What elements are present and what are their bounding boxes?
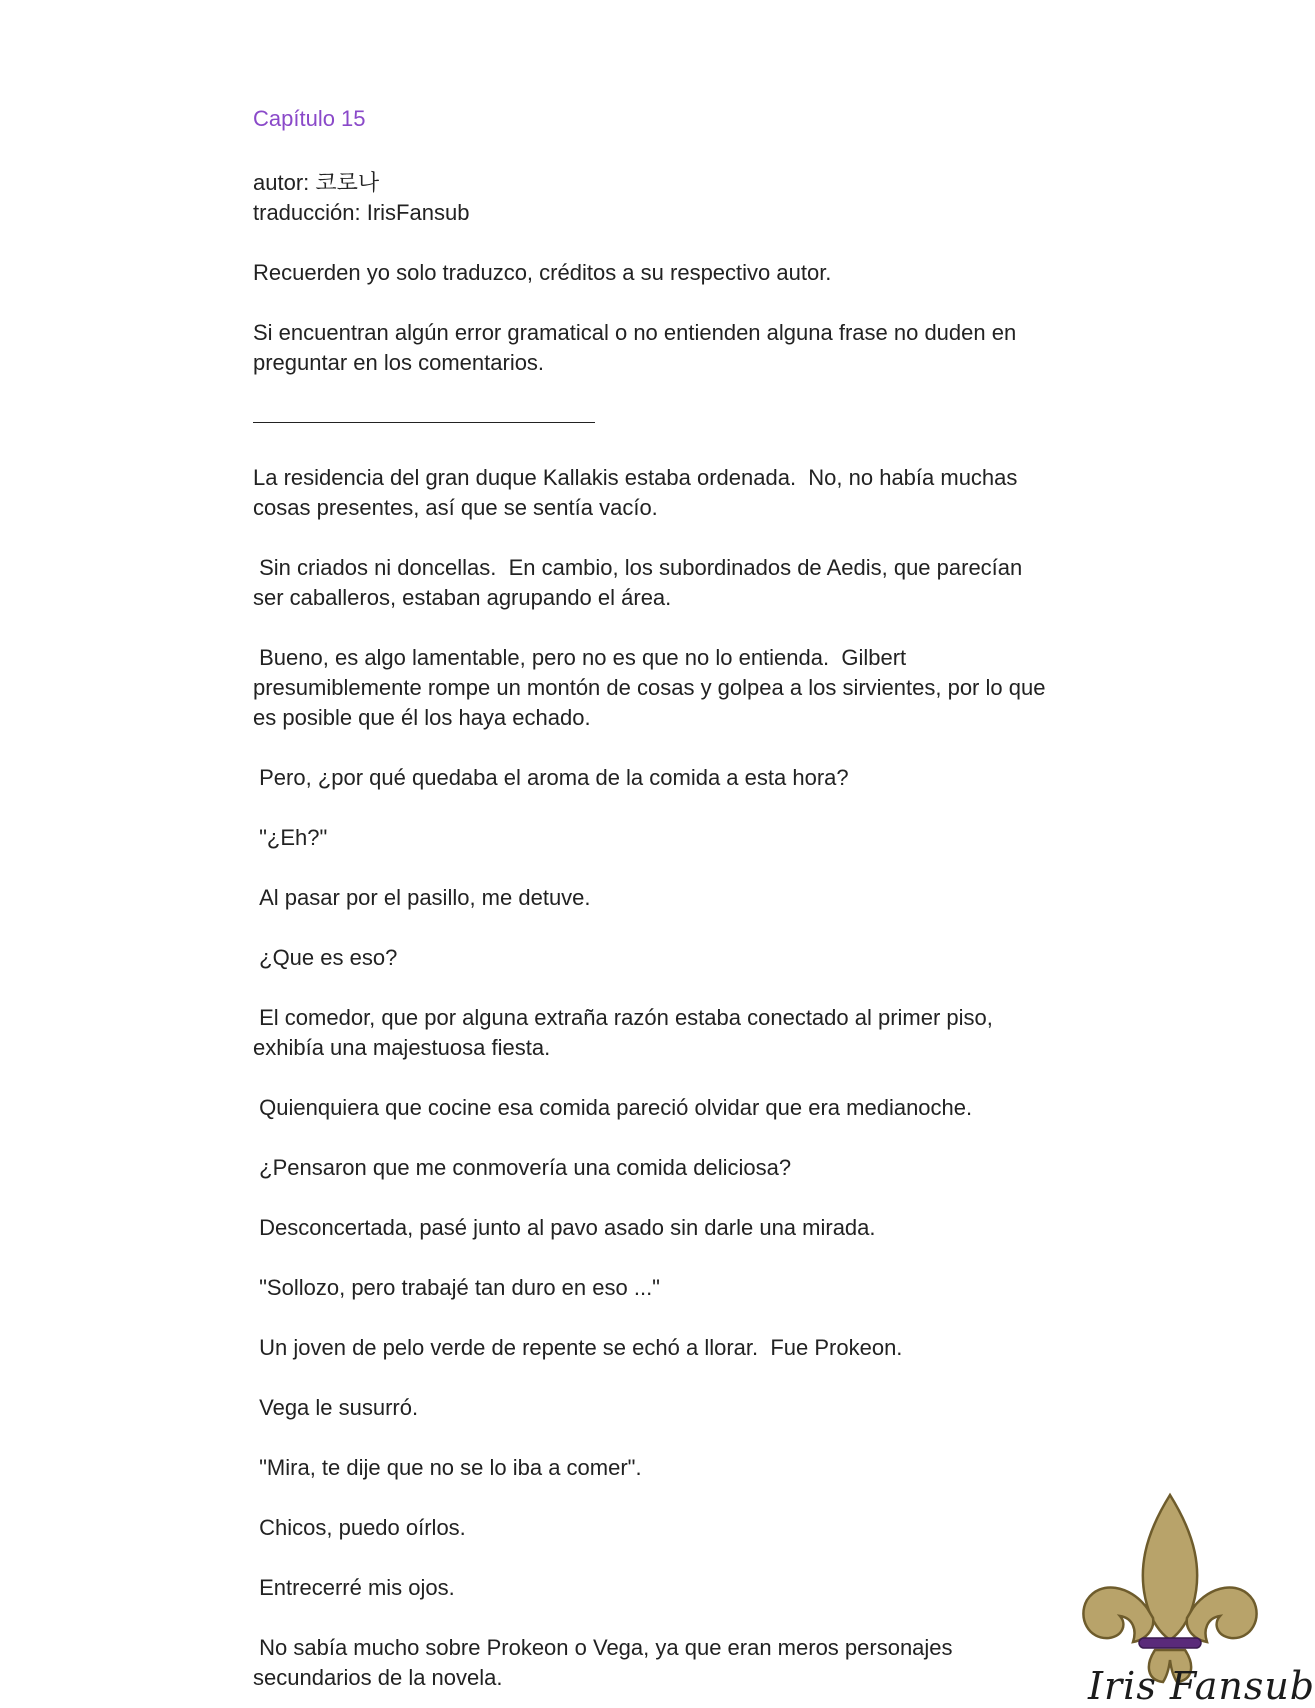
story-paragraph: "Mira, te dije que no se lo iba a comer". (253, 1455, 642, 1480)
section-divider (253, 422, 595, 423)
note-credits: Recuerden yo solo traduzco, créditos a su respectivo autor. (253, 260, 832, 285)
author-line: autor: 코로나 (253, 170, 380, 195)
note-errors: Si encuentran algún error gramatical o no entienden alguna frase no duden en preguntar en los comentarios. (253, 320, 1023, 375)
story-paragraph: Pero, ¿por qué quedaba el aroma de la comida a esta hora? (253, 765, 849, 790)
story-paragraph: "¿Eh?" (253, 825, 328, 850)
story-paragraph: Al pasar por el pasillo, me detuve. (253, 885, 591, 910)
chapter-title: Capítulo 15 (253, 106, 366, 131)
story-paragraph: ¿Pensaron que me conmovería una comida deliciosa? (253, 1155, 792, 1180)
story-paragraph: Quienquiera que cocine esa comida pareció olvidar que era medianoche. (253, 1095, 973, 1120)
document-page (253, 104, 1053, 1693)
story-paragraph: La residencia del gran duque Kallakis estaba ordenada. No, no había muchas cosas presentes, así que se sentía vacío. (253, 465, 1024, 520)
story-paragraph: El comedor, que por alguna extraña razón estaba conectado al primer piso, exhibía una majestuosa fiesta. (253, 1005, 1000, 1060)
story-paragraph: ¿Que es eso? (253, 945, 398, 970)
credits-block (253, 168, 1053, 228)
story-body (253, 463, 1053, 1693)
story-paragraph: Desconcertada, pasé junto al pavo asado sin darle una mirada. (253, 1215, 876, 1240)
story-paragraph: "Sollozo, pero trabajé tan duro en eso ..." (253, 1275, 660, 1300)
story-paragraph: Chicos, puedo oírlos. (253, 1515, 466, 1540)
story-paragraph: Vega le susurró. (253, 1395, 419, 1420)
story-paragraph: Bueno, es algo lamentable, pero no es que no lo entienda. Gilbert presumiblemente rompe un montón de cosas y golpea a los sirvientes, por lo que es posible que él los haya echado. (253, 645, 1052, 730)
story-paragraph: Entrecerré mis ojos. (253, 1575, 455, 1600)
story-paragraph: No sabía mucho sobre Prokeon o Vega, ya que eran meros personajes secundarios de la novela. (253, 1635, 959, 1690)
translation-line: traducción: IrisFansub (253, 200, 470, 225)
watermark-text: Iris Fansub (1088, 1664, 1315, 1708)
story-paragraph: Sin criados ni doncellas. En cambio, los subordinados de Aedis, que parecían ser caballeros, estaban agrupando el área. (253, 555, 1029, 610)
story-paragraph: Un joven de pelo verde de repente se echó a llorar. Fue Prokeon. (253, 1335, 903, 1360)
